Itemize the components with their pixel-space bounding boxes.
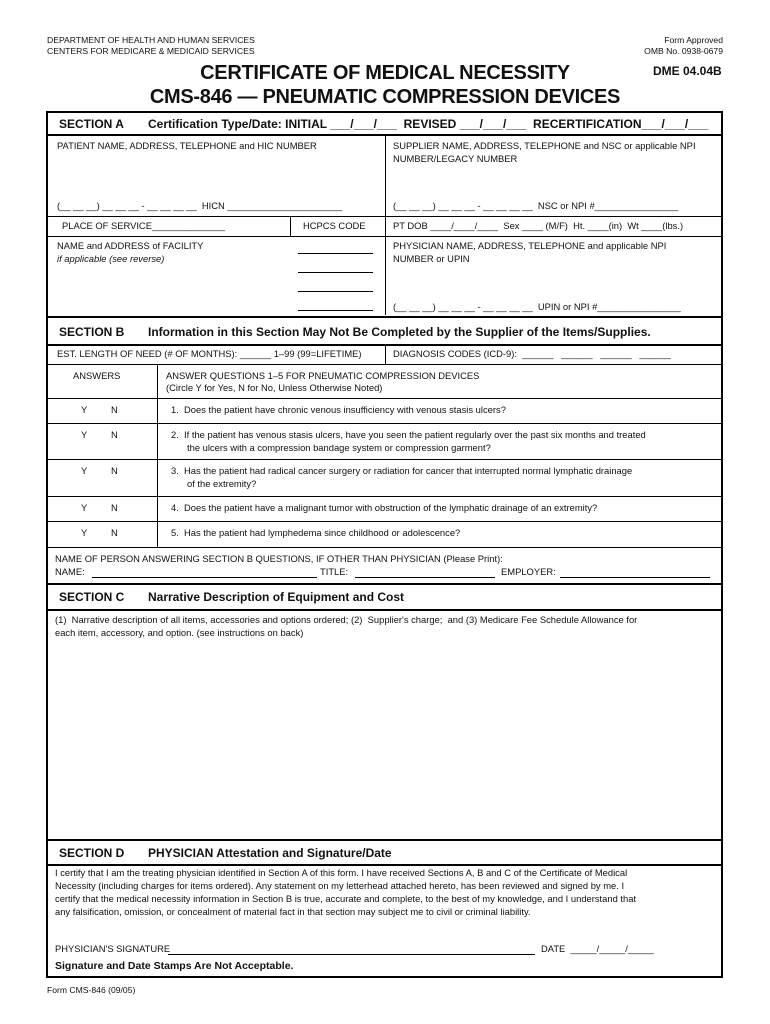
section-a-label: SECTION A <box>59 117 124 131</box>
section-c-heading: Narrative Description of Equipment and Cost <box>148 590 405 604</box>
physician-signature-field[interactable] <box>168 954 535 955</box>
stamp-notice: Signature and Date Stamps Are Not Acceptable. <box>55 960 294 972</box>
est-length-of-need[interactable]: EST. LENGTH OF NEED (# OF MONTHS): ______ 1–99 (99=LIFETIME) <box>57 348 362 359</box>
title-field[interactable] <box>355 577 495 578</box>
divider <box>46 521 723 522</box>
instructions-line-2: (Circle Y for Yes, N for No, Unless Otherwise Noted) <box>166 382 383 393</box>
section-b-heading: Information in this Section May Not Be Completed by the Supplier of the Items/Supplies. <box>148 325 651 339</box>
hcpcs-line-1[interactable] <box>298 253 373 254</box>
right-border <box>721 111 723 978</box>
divider <box>46 236 723 237</box>
form-approved: Form Approved <box>664 35 723 45</box>
question-5: 5. Has the patient had lymphedema since childhood or adolescence? <box>171 527 461 538</box>
q2-no[interactable]: N <box>111 429 118 440</box>
supplier-phone-nsc[interactable]: (__ __ __) __ __ __ - __ __ __ __ NSC or NPI #________________ <box>393 200 679 211</box>
left-border <box>46 111 48 978</box>
title-label: TITLE: <box>320 566 349 577</box>
place-of-service[interactable]: PLACE OF SERVICE______________ <box>62 220 225 231</box>
name-field[interactable] <box>92 577 317 578</box>
patient-dob-sex-height-weight[interactable]: PT DOB ____/____/____ Sex ____ (M/F) Ht. ____(in) Wt ____(lbs.) <box>393 220 684 231</box>
q4-no[interactable]: N <box>111 502 118 513</box>
signature-date[interactable]: DATE _____/_____/_____ <box>541 943 654 954</box>
hcpcs-line-4[interactable] <box>298 310 373 311</box>
physician-signature-label: PHYSICIAN'S SIGNATURE <box>55 943 171 954</box>
section-c-instructions-1: (1) Narrative description of all items, accessories and options ordered; (2) Supplier's charge; and (3) Medicare Fee Schedule Allowance for <box>55 614 638 625</box>
attestation-line-2: Necessity (including charges for items ordered). Any statement on my letterhead attached hereto, has been reviewed and signed by me. I <box>55 880 625 891</box>
patient-phone-hicn[interactable]: (__ __ __) __ __ __ - __ __ __ __ HICN ______________________ <box>57 200 343 211</box>
question-2-cont: the ulcers with a compression bandage system or compression garment? <box>187 442 491 453</box>
q2-yes[interactable]: Y <box>81 429 88 440</box>
facility-note: if applicable (see reverse) <box>57 253 165 264</box>
section-b-label: SECTION B <box>59 325 125 339</box>
diagnosis-codes[interactable]: DIAGNOSIS CODES (ICD-9): ______ ______ ______ ______ <box>393 348 671 359</box>
question-1: 1. Does the patient have chronic venous insufficiency with venous stasis ulcers? <box>171 404 506 415</box>
name-of-person-label: NAME OF PERSON ANSWERING SECTION B QUESTIONS, IF OTHER THAN PHYSICIAN (Please Print): <box>55 553 503 564</box>
omb-number: OMB No. 0938-0679 <box>644 46 723 56</box>
divider-vertical <box>385 135 386 315</box>
section-c-label: SECTION C <box>59 590 125 604</box>
bottom-border <box>46 976 723 978</box>
divider <box>46 496 723 497</box>
divider <box>46 583 723 585</box>
divider <box>46 423 723 424</box>
form-subtitle: CMS-846 — PNEUMATIC COMPRESSION DEVICES <box>149 86 621 108</box>
patient-label: PATIENT NAME, ADDRESS, TELEPHONE and HIC NUMBER <box>57 140 317 151</box>
divider <box>46 547 723 548</box>
instructions-line-1: ANSWER QUESTIONS 1–5 FOR PNEUMATIC COMPRESSION DEVICES <box>166 370 480 381</box>
divider <box>46 609 723 611</box>
supplier-label: SUPPLIER NAME, ADDRESS, TELEPHONE and NSC or applicable NPI NUMBER/LEGACY NUMBER <box>393 140 696 164</box>
physician-label: PHYSICIAN NAME, ADDRESS, TELEPHONE and applicable NPI NUMBER or UPIN <box>393 240 667 264</box>
q5-no[interactable]: N <box>111 527 118 538</box>
department-name: DEPARTMENT OF HEALTH AND HUMAN SERVICES <box>47 35 255 45</box>
question-3: 3. Has the patient had radical cancer surgery or radiation for cancer that interrupted normal lymphatic drainage <box>171 465 633 476</box>
question-2: 2. If the patient has venous stasis ulcers, have you seen the patient regularly over the past six months and treated <box>171 429 646 440</box>
certification-type-date[interactable]: Certification Type/Date: INITIAL ___/___/___ REVISED ___/___/___ RECERTIFICATION___/___/___ <box>148 117 709 131</box>
attestation-line-3: certify that the medical necessity information in Section B is true, accurate and complete, to the best of my knowledge, and I understand that <box>55 893 637 904</box>
q1-no[interactable]: N <box>111 404 118 415</box>
divider <box>46 864 723 866</box>
agency-name: CENTERS FOR MEDICARE & MEDICAID SERVICES <box>47 46 255 56</box>
top-border <box>46 111 723 113</box>
q1-yes[interactable]: Y <box>81 404 88 415</box>
employer-label: EMPLOYER: <box>501 566 556 577</box>
q3-yes[interactable]: Y <box>81 465 88 476</box>
section-d-label: SECTION D <box>59 846 125 860</box>
q4-yes[interactable]: Y <box>81 502 88 513</box>
answers-header: ANSWERS <box>73 370 121 381</box>
facility-label: NAME and ADDRESS of FACILITY <box>57 240 204 251</box>
attestation-line-1: I certify that I am the treating physician identified in Section A of this form. I have received Sections A, B and C of the Certificate of Medical <box>55 867 628 878</box>
physician-phone-upin[interactable]: (__ __ __) __ __ __ - __ __ __ __ UPIN or NPI #________________ <box>393 301 681 312</box>
section-d-heading: PHYSICIAN Attestation and Signature/Date <box>148 846 392 860</box>
divider-vertical <box>290 217 291 237</box>
question-4: 4. Does the patient have a malignant tumor with obstruction of the lymphatic drainage of an extremity? <box>171 502 598 513</box>
name-label: NAME: <box>55 566 85 577</box>
divider <box>46 216 723 217</box>
form-title: CERTIFICATE OF MEDICAL NECESSITY <box>200 62 570 84</box>
hcpcs-code-label: HCPCS CODE <box>303 220 366 231</box>
dme-code: DME 04.04B <box>653 64 722 78</box>
form-number: Form CMS-846 (09/05) <box>47 985 136 995</box>
q5-yes[interactable]: Y <box>81 527 88 538</box>
divider <box>46 459 723 460</box>
question-3-cont: of the extremity? <box>187 478 257 489</box>
hcpcs-line-2[interactable] <box>298 272 373 273</box>
divider <box>46 364 723 365</box>
section-c-instructions-2: each item, accessory, and option. (see instructions on back) <box>55 627 304 638</box>
q3-no[interactable]: N <box>111 465 118 476</box>
attestation-line-4: any falsification, omission, or concealment of material fact in that section may subject me to civil or criminal liability. <box>55 906 531 917</box>
divider <box>46 316 723 318</box>
employer-field[interactable] <box>560 577 710 578</box>
narrative-description-area[interactable] <box>48 642 720 838</box>
hcpcs-line-3[interactable] <box>298 291 373 292</box>
divider <box>46 398 723 399</box>
divider <box>46 839 723 841</box>
divider-vertical <box>385 345 386 364</box>
